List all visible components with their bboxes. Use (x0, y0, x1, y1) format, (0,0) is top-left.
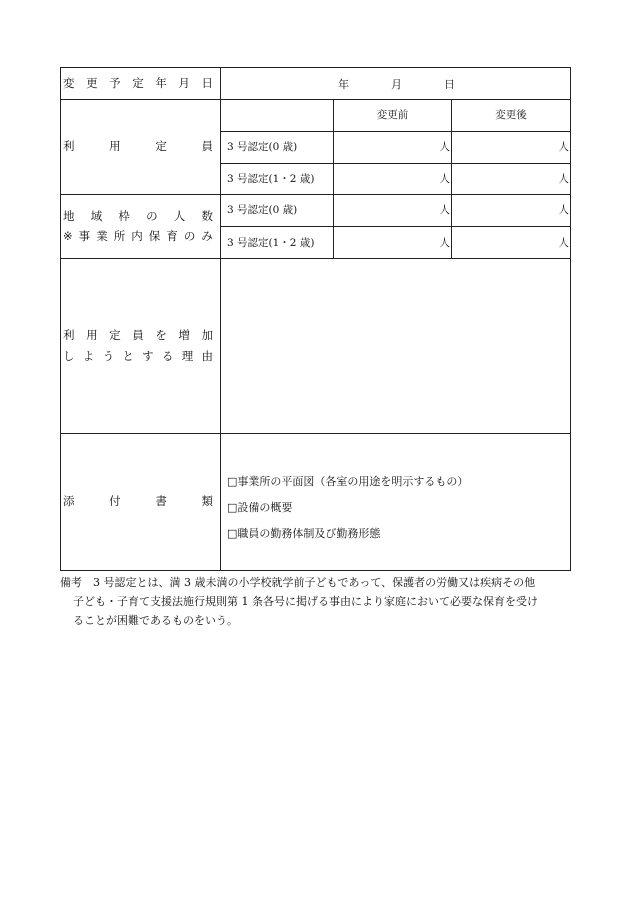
remarks-note (60, 573, 575, 630)
subrow-divider (220, 131, 570, 132)
reason-label-line1-char: 員 (132, 327, 144, 342)
subrow-divider (220, 226, 570, 227)
change-date-label-text (63, 76, 213, 91)
quota-before-0[interactable]: 人 (439, 204, 450, 216)
local-quota-label-line2 (63, 229, 213, 244)
local-quota-label-line2-char: 事 (78, 228, 91, 243)
attachment-checkbox-floor-plan[interactable]: □事業所の平面図（各室の用途を明示するもの） (227, 475, 469, 488)
reason-label-line1 (63, 328, 213, 343)
attachments-label-text (63, 494, 213, 509)
local-quota-label (61, 194, 213, 258)
attachments-label-text-char: 添 (63, 494, 75, 508)
reason-label-line2 (63, 349, 213, 364)
local-quota-label-line1-char: 地 (63, 208, 75, 223)
capacity-label (61, 99, 213, 194)
reason-label-line1-char: を (155, 327, 167, 342)
attachment-checkbox-staffing[interactable]: □職員の勤務体制及び勤務形態 (227, 527, 381, 540)
local-quota-label-line1-char: の (146, 208, 158, 223)
reason-label-line1-char: 増 (178, 327, 190, 342)
quota-category-0: 3 号認定(0 歳) (227, 204, 298, 216)
change-date-label-text-char: 更 (86, 76, 98, 90)
header-after: 変更後 (495, 109, 527, 121)
capacity-label-text (63, 139, 213, 154)
attachment-checkbox-equipment[interactable]: □設備の概要 (227, 501, 293, 514)
local-quota-label-line2-char: ※ (63, 228, 73, 243)
attachments-label-text-char: 書 (155, 494, 167, 508)
change-date-value[interactable] (221, 68, 572, 99)
capacity-after-1[interactable]: 人 (558, 173, 569, 185)
local-quota-label-line2-char: 保 (148, 228, 161, 243)
capacity-before-1[interactable]: 人 (439, 173, 450, 185)
change-date-label-text-char: 日 (201, 76, 213, 90)
note-line-2: 子ども・子育て支援法施行規則第 1 条各号に掲げる事由により家庭において必要な保育を受け (73, 595, 538, 608)
local-quota-label-line1-char: 枠 (118, 208, 130, 223)
quota-after-1[interactable]: 人 (558, 237, 569, 249)
local-quota-label-line1-char: 数 (201, 208, 213, 223)
capacity-label-text-char: 員 (201, 139, 213, 153)
local-quota-label-line2-char: 所 (113, 228, 126, 243)
capacity-label-text-char: 定 (155, 139, 167, 153)
capacity-change-form-table (60, 67, 571, 571)
reason-label-line2-char: と (122, 348, 134, 363)
local-quota-label-line2-char: 内 (131, 228, 143, 243)
capacity-category-0: 3 号認定(0 歳) (227, 141, 298, 153)
reason-textarea[interactable] (221, 259, 570, 433)
subrow-divider (220, 163, 570, 164)
local-quota-label-line2-char: の (183, 228, 196, 243)
note-line-3: ることが困難であるものをいう。 (73, 614, 238, 627)
capacity-category-1: 3 号認定(1・2 歳) (227, 173, 315, 185)
reason-label-line2-char: る (161, 348, 174, 363)
capacity-before-0[interactable]: 人 (439, 141, 450, 153)
reason-label-line1-char: 定 (109, 327, 121, 342)
quota-before-1[interactable]: 人 (439, 237, 450, 249)
change-date-label-text-char: 年 (155, 76, 167, 90)
reason-label-line2-char: 由 (201, 348, 213, 363)
change-date-label-text-char: 月 (178, 76, 190, 90)
change-date-label-text-char: 定 (132, 76, 144, 90)
attachments-label (61, 433, 213, 570)
quota-category-1: 3 号認定(1・2 歳) (227, 237, 315, 249)
local-quota-label-line2-char: 育 (166, 228, 178, 243)
reason-label-line2-char: 理 (181, 348, 194, 363)
header-before: 変更前 (376, 109, 409, 121)
date-month: 月 (391, 77, 402, 91)
date-year: 年 (338, 77, 349, 91)
reason-label-line1-char: 加 (201, 327, 213, 342)
reason-label-line1-char: 用 (86, 327, 98, 342)
reason-label-line2-char: よ (82, 348, 95, 363)
quota-after-0[interactable]: 人 (558, 204, 569, 216)
local-quota-label-line1 (63, 209, 213, 224)
capacity-label-text-char: 用 (109, 139, 121, 153)
attachments-label-text-char: 付 (109, 494, 121, 508)
reason-label-line2-char: す (142, 348, 154, 363)
reason-label-line1-char: 利 (63, 327, 75, 342)
change-date-label (61, 68, 213, 99)
reason-label (61, 258, 213, 433)
capacity-label-text-char: 利 (63, 139, 75, 153)
local-quota-label-line2-char: み (201, 228, 213, 243)
local-quota-label-line2-char: 業 (96, 228, 108, 243)
local-quota-label-line1-char: 域 (90, 208, 103, 223)
reason-label-line2-char: し (63, 348, 75, 363)
reason-label-line2-char: う (102, 348, 115, 363)
local-quota-label-line1-char: 人 (173, 208, 186, 223)
attachments-label-text-char: 類 (201, 494, 213, 508)
change-date-label-text-char: 変 (63, 76, 75, 90)
capacity-after-0[interactable]: 人 (558, 141, 569, 153)
date-day: 日 (444, 77, 455, 91)
change-date-label-text-char: 予 (109, 76, 121, 90)
note-line-1: 備考 3 号認定とは、満 3 歳未満の小学校就学前子どもであって、保護者の労働又は疾病その他 (60, 576, 536, 589)
